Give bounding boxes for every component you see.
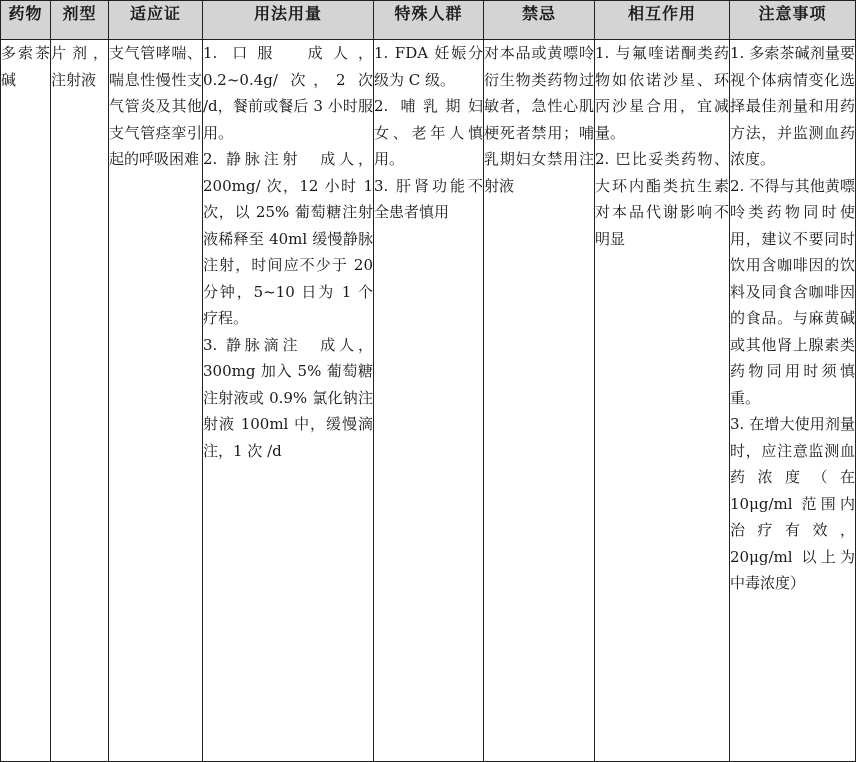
dosage-form-text: 片剂，注射液 (51, 44, 108, 89)
header-interactions: 相互作用 (595, 1, 730, 40)
header-special-populations: 特殊人群 (374, 1, 484, 40)
cell-interactions (595, 40, 730, 762)
cell-indications (109, 40, 203, 762)
header-row (1, 1, 856, 40)
cell-precautions (730, 40, 856, 762)
table-row (1, 40, 856, 762)
precaution-item: 3. 在增大使用剂量时，应注意监测血药浓度（在 10μg/ml 范围内治疗有效，20μg/ml 以上为中毒浓度） (730, 415, 855, 592)
cell-contraindications (484, 40, 595, 762)
cell-usage (203, 40, 374, 762)
indications-text: 支气管哮喘、喘息性慢性支气管炎及其他支气管痉挛引起的呼吸困难 (109, 44, 202, 168)
usage-item: 3. 静脉滴注 成人，300mg 加入 5% 葡萄糖注射液或 0.9% 氯化钠注射液 100ml 中，缓慢滴注，1 次 /d (203, 335, 373, 460)
special-population-item: 2. 哺乳期妇女、老年人慎用。 (374, 97, 483, 168)
interaction-item: 1. 与氟喹诺酮类药物如依诺沙星、环丙沙星合用，宜减量。 (595, 44, 729, 142)
precaution-item: 1. 多索茶碱剂量要视个体病情变化选择最佳剂量和用药方法，并监测血药浓度。 (730, 44, 855, 168)
header-precautions: 注意事项 (730, 1, 856, 40)
header-contraindications: 禁忌 (484, 1, 595, 40)
special-population-item: 3. 肝肾功能不全患者慎用 (374, 176, 483, 221)
drug-name: 多索茶碱 (1, 44, 50, 89)
header-drug: 药物 (1, 1, 51, 40)
usage-item: 2. 静脉注射 成人，200mg/ 次，12 小时 1 次，以 25% 葡萄糖注射液稀释至 40ml 缓慢静脉注射，时间应不少于 20 分钟，5~10 日为 1 个疗程。 (203, 150, 373, 327)
interaction-item: 2. 巴比妥类药物、大环内酯类抗生素对本品代谢影响不明显 (595, 150, 729, 248)
precaution-item: 2. 不得与其他黄嘌呤类药物同时使用，建议不要同时饮用含咖啡因的饮料及同食含咖啡因的食品。与麻黄碱或其他肾上腺素类药物同用时须慎重。 (730, 176, 855, 407)
header-usage: 用法用量 (203, 1, 374, 40)
cell-drug (1, 40, 51, 762)
cell-special-populations (374, 40, 484, 762)
usage-item: 1. 口服 成人，0.2~0.4g/ 次，2 次 /d，餐前或餐后 3 小时服用。 (203, 44, 373, 142)
header-dosage-form: 剂型 (51, 1, 109, 40)
cell-dosage-form (51, 40, 109, 762)
header-indications: 适应证 (109, 1, 203, 40)
contraindications-text: 对本品或黄嘌呤衍生物类药物过敏者，急性心肌梗死者禁用；哺乳期妇女禁用注射液 (484, 44, 594, 195)
special-population-item: 1. FDA 妊娠分级为 C 级。 (374, 44, 483, 89)
